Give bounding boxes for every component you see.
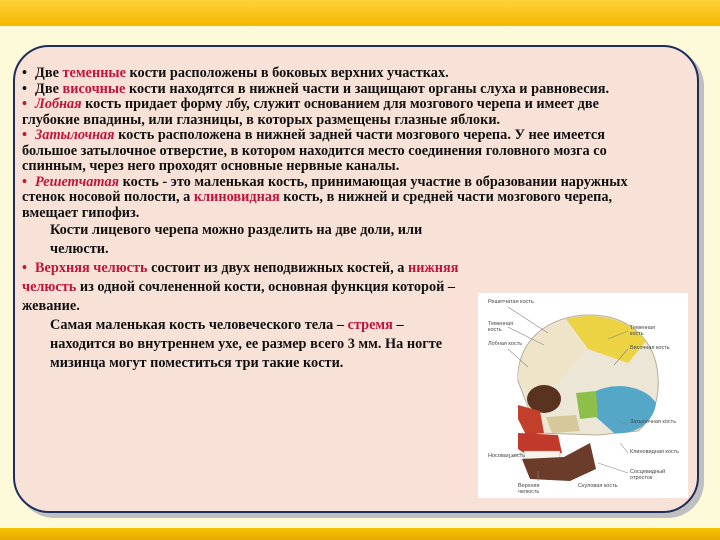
bullet-icon: • [22, 127, 28, 143]
bullet-icon: • [22, 80, 28, 97]
bullet-icon: • [22, 65, 28, 81]
skull-figure [478, 293, 688, 498]
term-lower-jaw: нижняя челюсть [22, 260, 459, 295]
bullet-icon: • [22, 260, 28, 276]
term-ethmoid: Решетчатая [35, 173, 120, 190]
label-nasal: Носовая кость [488, 453, 525, 459]
label-mastoid: Сосцевидный отросток [630, 469, 666, 481]
top-decorative-bar [0, 0, 720, 26]
paragraph-temporal: • Две височные кости находятся в нижней части и защищают органы слуха и равновесия. [22, 80, 610, 97]
label-ethmoid: Решетчатая кость [488, 299, 534, 305]
term-parietal: теменные [62, 65, 126, 81]
label-parietal: Теменная кость [488, 321, 514, 333]
paragraph-ethmoid: • Решетчатая кость - это маленькая кость, принимающая участие в образовании наружных стенок носовой полости, а клиновидная кость, в нижней и средней части мозгового черепа, вмещает гипофиз. [22, 173, 628, 221]
term-upper-jaw: Верхняя челюсть [35, 260, 148, 276]
label-zygomatic: Скуловая кость [578, 483, 618, 489]
narrow-column [22, 221, 462, 373]
label-temporal: Височная кость [630, 345, 670, 351]
paragraph-stapes: Самая маленькая кость человеческого тела – стремя – находится во внутреннем ухе, ее размер всего 3 мм. На ногте мизинца могут поместиться три такие кости. [50, 317, 443, 371]
bottom-decorative-bar [0, 528, 720, 540]
label-maxilla: Верхняя челюсть [518, 483, 540, 495]
term-sphenoid: клиновидная [193, 189, 280, 205]
label-occipital: Затылочная кость [630, 419, 677, 425]
term-temporal: височные [62, 80, 126, 97]
paragraph-frontal: • Лобная кость придает форму лбу, служит основанием для мозгового черепа и имеет две глубокие впадины, или глазницы, в которых размещены глазные яблоки. [22, 96, 599, 128]
bullet-icon: • [22, 173, 28, 190]
bullet-icon: • [22, 96, 28, 112]
label-parietal-right: Теменная кость [630, 325, 656, 337]
label-frontal: Лобная кость [488, 341, 523, 347]
paragraph-occipital: • Затылочная кость расположена в нижней задней части мозгового черепа. У нее имеется большое затылочное отверстие, в котором находится место соединения головного мозга со спинным, через него проходят основные нервные каналы. [22, 127, 607, 174]
term-frontal: Лобная [35, 96, 82, 112]
term-stapes: стремя [347, 317, 393, 333]
label-sphenoid: Клиновидная кость [630, 449, 680, 455]
paragraph-jaws: • Верхняя челюсть состоит из двух неподвижных костей, а нижняя челюсть из одной сочлененной кости, основная функция которой – жевание. [22, 260, 459, 314]
paragraph-facial: Кости лицевого черепа можно разделить на две доли, или челюсти. [50, 222, 423, 257]
paragraph-parietal: • Две теменные кости расположены в боковых верхних участках. [22, 65, 449, 81]
term-occipital: Затылочная [35, 127, 115, 143]
